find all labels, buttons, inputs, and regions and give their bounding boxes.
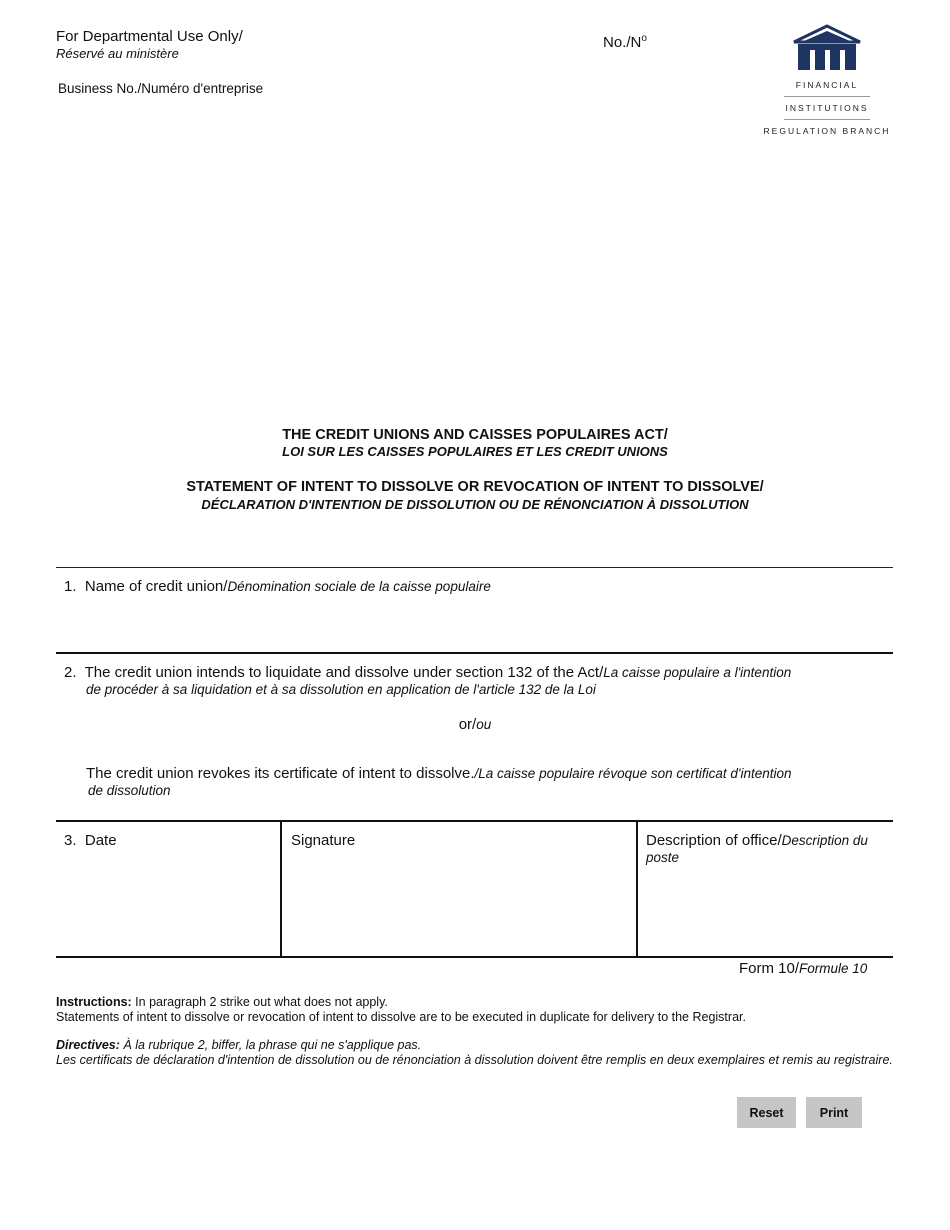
business-number-label: Business No./Numéro d'entreprise <box>58 81 264 96</box>
credit-union-name-field[interactable] <box>64 578 491 595</box>
instructions-text-1: In paragraph 2 strike out what does not apply. <box>131 995 388 1009</box>
instructions-line-1 <box>56 995 388 1009</box>
form-number <box>739 960 867 977</box>
act-title: THE CREDIT UNIONS AND CAISSES POPULAIRES ACT/ <box>282 427 668 443</box>
act-title-fr: LOI SUR LES CAISSES POPULAIRES ET LES CREDIT UNIONS <box>282 444 668 459</box>
signature-label: Signature <box>291 832 356 849</box>
no-label-text: No./N <box>603 34 642 51</box>
instructions-label: Instructions: <box>56 995 132 1009</box>
or-separator <box>0 716 950 733</box>
or-text-fr: ou <box>476 717 492 732</box>
directives-label: Directives: <box>56 1038 120 1052</box>
departmental-use-label: For Departmental Use Only/ <box>56 28 243 45</box>
logo-text-institutions: INSTITUTIONS <box>785 103 869 113</box>
revocation-text-fr-cont: de dissolution <box>88 783 171 798</box>
date-field[interactable] <box>56 822 280 956</box>
building-icon <box>792 24 862 74</box>
directives-line-2: Les certificats de déclaration d'intention de dissolution ou de rénonciation à dissolution doivent être remplis en deux exemplaires et remis au registraire. <box>56 1053 893 1067</box>
section-number: 3. <box>64 832 77 849</box>
intent-to-dissolve-option[interactable] <box>64 664 791 681</box>
form-number-label <box>603 33 647 51</box>
no-label-superscript: o <box>641 33 647 44</box>
credit-union-name-label-fr: Dénomination sociale de la caisse populaire <box>227 579 491 594</box>
or-text: or/ <box>458 716 477 733</box>
revocation-text-fr: /La caisse populaire révoque son certificat d'intention <box>474 766 792 781</box>
office-description-label: Description of office/ <box>646 832 782 849</box>
section-number: 1. <box>64 578 77 595</box>
section-number: 2. <box>64 664 77 681</box>
statement-title: STATEMENT OF INTENT TO DISSOLVE OR REVOCATION OF INTENT TO DISSOLVE/ <box>186 479 764 495</box>
office-description-label-fr-cont: poste <box>646 850 680 865</box>
office-description-field[interactable] <box>636 822 893 956</box>
section-divider <box>56 567 893 568</box>
print-button[interactable]: Print <box>806 1097 862 1128</box>
revocation-text: The credit union revokes its certificate of intent to dissolve. <box>86 765 475 782</box>
date-label: Date <box>84 832 117 849</box>
reset-button[interactable]: Reset <box>737 1097 796 1128</box>
intent-to-dissolve-text-fr-cont: de procéder à sa liquidation et à sa dissolution en application de l'article 132 de la Loi <box>86 682 596 697</box>
instructions-line-2: Statements of intent to dissolve or revocation of intent to dissolve are to be executed in duplicate for delivery to the Registrar. <box>56 1010 746 1024</box>
revocation-option[interactable] <box>86 765 792 782</box>
intent-to-dissolve-text-fr: La caisse populaire a l'intention <box>603 665 792 680</box>
form-number-fr: Formule 10 <box>799 961 868 976</box>
section-divider <box>56 652 893 654</box>
logo-text-financial: FINANCIAL <box>795 80 859 90</box>
signature-table <box>56 820 893 958</box>
credit-union-name-label: Name of credit union/ <box>84 578 228 595</box>
logo-text-regulation-branch: REGULATION BRANCH <box>763 126 891 136</box>
fire-logo <box>757 24 897 142</box>
directives-text-1: À la rubrique 2, biffer, la phrase qui ne s'applique pas. <box>119 1038 422 1052</box>
form-number-en: Form 10/ <box>739 960 800 977</box>
signature-field[interactable] <box>280 822 636 956</box>
directives-line-1 <box>56 1038 421 1052</box>
departmental-use-label-fr: Réservé au ministère <box>56 46 179 61</box>
statement-title-fr: DÉCLARATION D'INTENTION DE DISSOLUTION OU DE RÉNONCIATION À DISSOLUTION <box>201 497 749 512</box>
intent-to-dissolve-text: The credit union intends to liquidate and dissolve under section 132 of the Act/ <box>84 664 604 681</box>
office-description-label-fr: Description du <box>781 833 868 848</box>
